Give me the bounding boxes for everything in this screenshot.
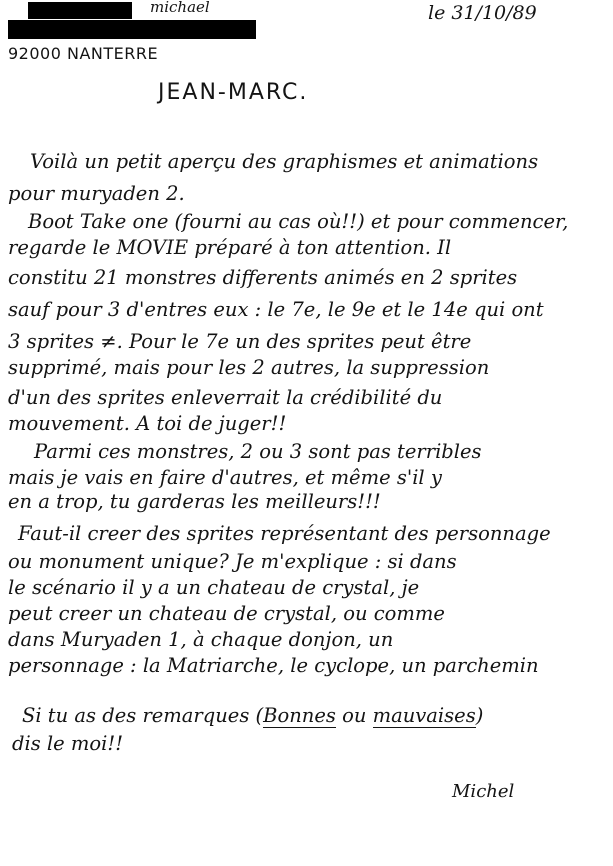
sender-first-name: michael [150, 0, 210, 16]
remarks-line [22, 706, 483, 726]
letter-line: supprimé, mais pour les 2 autres, la suppression [8, 356, 490, 379]
letter-line: le scénario il y a un chateau de crystal, je [8, 576, 420, 599]
signature: Michel [452, 781, 515, 802]
remarks-close: ) [475, 704, 484, 727]
letter-line: d'un des sprites enleverrait la crédibilité du [8, 386, 443, 409]
letter-line: regarde le MOVIE préparé à ton attention. Il [8, 236, 452, 259]
letter-line: peut creer un chateau de crystal, ou comme [8, 602, 445, 625]
remarks-bad: mauvaises [372, 704, 476, 727]
letter-line: 3 sprites ≠. Pour le 7e un des sprites peut être [8, 330, 472, 353]
letter-line: pour muryaden 2. [8, 182, 185, 205]
letter-line: sauf pour 3 d'entres eux : le 7e, le 9e et le 14e qui ont [8, 298, 544, 321]
remarks-good: Bonnes [263, 704, 336, 727]
letter-line: ou monument unique? Je m'explique : si dans [8, 550, 457, 573]
letter-line: Faut-il creer des sprites représentant des personnage [18, 522, 551, 545]
letter-line: Boot Take one (fourni au cas où!!) et pour commencer, [28, 210, 569, 233]
letter-date: le 31/10/89 [428, 2, 537, 24]
letter-line: dans Muryaden 1, à chaque donjon, un [8, 628, 394, 651]
letter-line: mouvement. A toi de juger!! [8, 412, 287, 435]
redaction-bar-surname [28, 2, 132, 19]
salutation: JEAN-MARC. [158, 80, 309, 105]
redaction-bar-street [8, 20, 256, 39]
letter-line: mais je vais en faire d'autres, et même s'il y [8, 466, 442, 489]
remarks-mid: ou [335, 704, 373, 727]
letter-line: dis le moi!! [12, 732, 124, 755]
letter-line: en a trop, tu garderas les meilleurs!!! [8, 490, 381, 513]
letter-line: Voilà un petit aperçu des graphismes et animations [30, 150, 539, 173]
letter-line: constitu 21 monstres differents animés en 2 sprites [8, 266, 518, 289]
sender-address: 92000 NANTERRE [8, 44, 159, 63]
letter-line: Parmi ces monstres, 2 ou 3 sont pas terribles [34, 440, 482, 463]
remarks-lead: Si tu as des remarques ( [22, 704, 264, 727]
letter-line: personnage : la Matriarche, le cyclope, un parchemin [8, 654, 539, 677]
